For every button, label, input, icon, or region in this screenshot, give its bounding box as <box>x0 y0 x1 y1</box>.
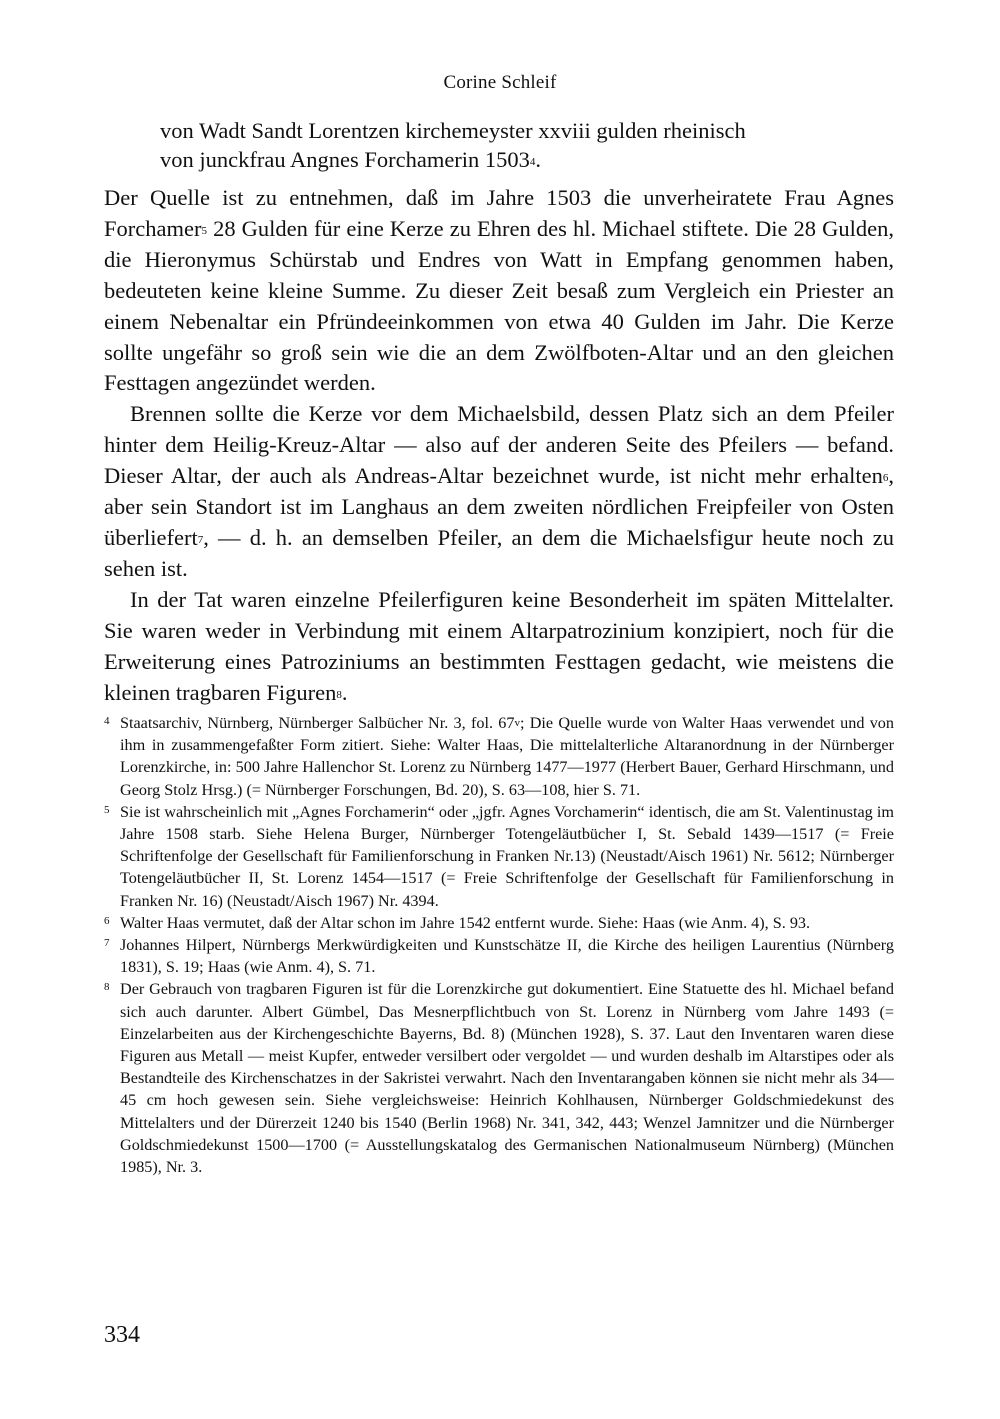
footnote-ref[interactable]: 6 <box>882 472 889 485</box>
paragraph-text: , — d. h. an demselben Pfeiler, an dem die Michaelsfigur heute noch zu sehen ist. <box>104 524 894 581</box>
footnote <box>104 934 894 978</box>
footnote-number: 6 <box>104 914 110 927</box>
footnote-text: Sie ist wahrscheinlich mit „Agnes Forchamerin“ oder „jgfr. Agnes Vorchamerin“ identisch, die am St. Valentinustag im Jahre 1508 starb. Siehe Helena Burger, Nürnberger Totengeläutbücher I, St. Sebald 1439—1517 (= Freie Schriftenfolge der Gesellschaft für Familienforschung in Franken Nr.13) (Neustadt/Aisch 1961) Nr. 5612; Nürnberger Totengeläutbücher II, St. Lorenz 1454—1517 (= Freie Schriftenfolge der Gesellschaft für Familienforschung in Franken Nr. 16) (Neustadt/Aisch 1967) Nr. 4394. <box>120 802 894 910</box>
footnote-ref[interactable]: 4 <box>529 156 536 168</box>
quote-text: . <box>535 147 542 172</box>
footnote <box>104 978 894 1178</box>
footnote-text: Der Gebrauch von tragbaren Figuren ist für die Lorenzkirche gut dokumentiert. Eine Statuette des hl. Michael befand sich auch darunter. Albert Gümbel, Das Mesnerpflichtbuch von St. Lorenz in Nürnberg vom Jahre 1493 (= Einzelarbeiten aus der Kirchengeschichte Bayerns, Bd. 8) (München 1928), S. 37. Laut den Inventaren waren diese Figuren aus Metall — meist Kupfer, entweder versilbert oder vergoldet — und wurden deshalb im Altarstipes oder als Bestandteile des Kirchenschatzes in der Sakristei verwahrt. Nach den Inventarangaben können sie nicht mehr als 34—45 cm hoch gewesen sein. Siehe vergleichsweise: Heinrich Kohlhausen, Nürnberger Goldschmiedekunst des Mittelalters und der Dürerzeit 1240 bis 1540 (Berlin 1968) Nr. 341, 342, 443; Wenzel Jamnitzer und die Nürnberger Goldschmiedekunst 1500—1700 (= Ausstellungskatalog des Germanischen Nationalmuseum Nürnberg) (München 1985), Nr. 3. <box>120 980 894 1177</box>
paragraph <box>104 183 894 399</box>
quote-line: von Wadt Sandt Lorentzen kirchemeyster xxviii gulden rheinisch <box>160 118 746 143</box>
paragraph <box>104 585 894 709</box>
paragraph <box>104 399 894 584</box>
paragraph-text: Brennen sollte die Kerze vor dem Michaelsbild, dessen Platz sich an dem Pfeiler hinter dem Heilig-Kreuz-Altar — also auf der anderen Seite des Pfeilers — befand. Dieser Altar, der auch als Andreas-Altar bezeichnet wurde, ist nicht mehr erhalten <box>104 401 894 489</box>
quote-line <box>160 145 860 174</box>
footnote-text: Staatsarchiv, Nürnberg, Nürnberger Salbücher Nr. 3, fol. 67 <box>120 714 515 732</box>
quote-text: von junckfrau Angnes Forchamerin 1503 <box>160 147 530 172</box>
paragraph-text: . <box>341 679 348 705</box>
footnote-number: 8 <box>104 981 110 994</box>
footnote <box>104 712 894 801</box>
page-number: 334 <box>104 1322 140 1348</box>
footnote-number: 7 <box>104 937 110 950</box>
footnote-text: ; Die Quelle wurde von Walter Haas verwendet und von ihm in zusammengefaßter Form zitiert. Siehe: Walter Haas, Die mittelalterliche Altaranordnung in der Nürnberger Lorenzkirche, in: 500 Jahre Hallenchor St. Lorenz zu Nürnberg 1477—1977 (Herbert Bauer, Gerhard Hirschmann, und Georg Stolz Hrsg.) (= Nürnberger Forschungen, Bd. 20), S. 63—108, hier S. 71. <box>120 714 894 799</box>
footnote <box>104 912 894 934</box>
footnote-sup: v <box>514 717 520 729</box>
main-text <box>104 183 894 708</box>
footnote-text: Walter Haas vermutet, daß der Altar schon im Jahre 1542 entfernt wurde. Siehe: Haas (wie Anm. 4), S. 93. <box>120 913 811 932</box>
source-quote <box>160 116 860 174</box>
footnotes <box>104 712 894 1178</box>
footnote-ref[interactable]: 8 <box>336 688 342 701</box>
footnote-number: 5 <box>104 803 110 816</box>
footnote-ref[interactable]: 7 <box>197 533 204 546</box>
footnote <box>104 801 894 912</box>
paragraph-text: 28 Gulden für eine Kerze zu Ehren des hl. Michael stiftete. Die 28 Gulden, die Hieronymus Schürstab und Endres von Watt in Empfang genommen haben, bedeuteten keine kleine Summe. Zu dieser Zeit besaß zum Vergleich ein Priester an einem Nebenaltar ein Pfründeeinkommen von etwa 40 Gulden im Jahr. Die Kerze sollte ungefähr so groß sein wie die an dem Zwölfboten-Altar und an den gleichen Festtagen angezündet werden. <box>104 215 894 396</box>
running-head: Corine Schleif <box>443 72 557 93</box>
footnote-text: Johannes Hilpert, Nürnbergs Merkwürdigkeiten und Kunstschätze II, die Kirche des heiligen Laurentius (Nürnberg 1831), S. 19; Haas (wie Anm. 4), S. 71. <box>120 936 894 977</box>
footnote-ref[interactable]: 5 <box>201 224 207 237</box>
paragraph-text: In der Tat waren einzelne Pfeilerfiguren keine Besonderheit im späten Mittelalter. Sie waren weder in Verbindung mit einem Altarpatrozinium konzipiert, noch für die Erweiterung eines Patroziniums an bestimmten Festtagen gedacht, wie meistens die kleinen tragbaren Figuren <box>104 586 894 705</box>
footnote-number: 4 <box>104 715 110 727</box>
paragraph-text: Der Quelle ist zu entnehmen, daß im Jahre 1503 die unverheiratete Frau Agnes Forchamer <box>104 185 894 241</box>
paragraph-text: , aber sein Standort ist im Langhaus an dem zweiten nördlichen Freipfeiler von Osten überliefert <box>104 463 894 550</box>
